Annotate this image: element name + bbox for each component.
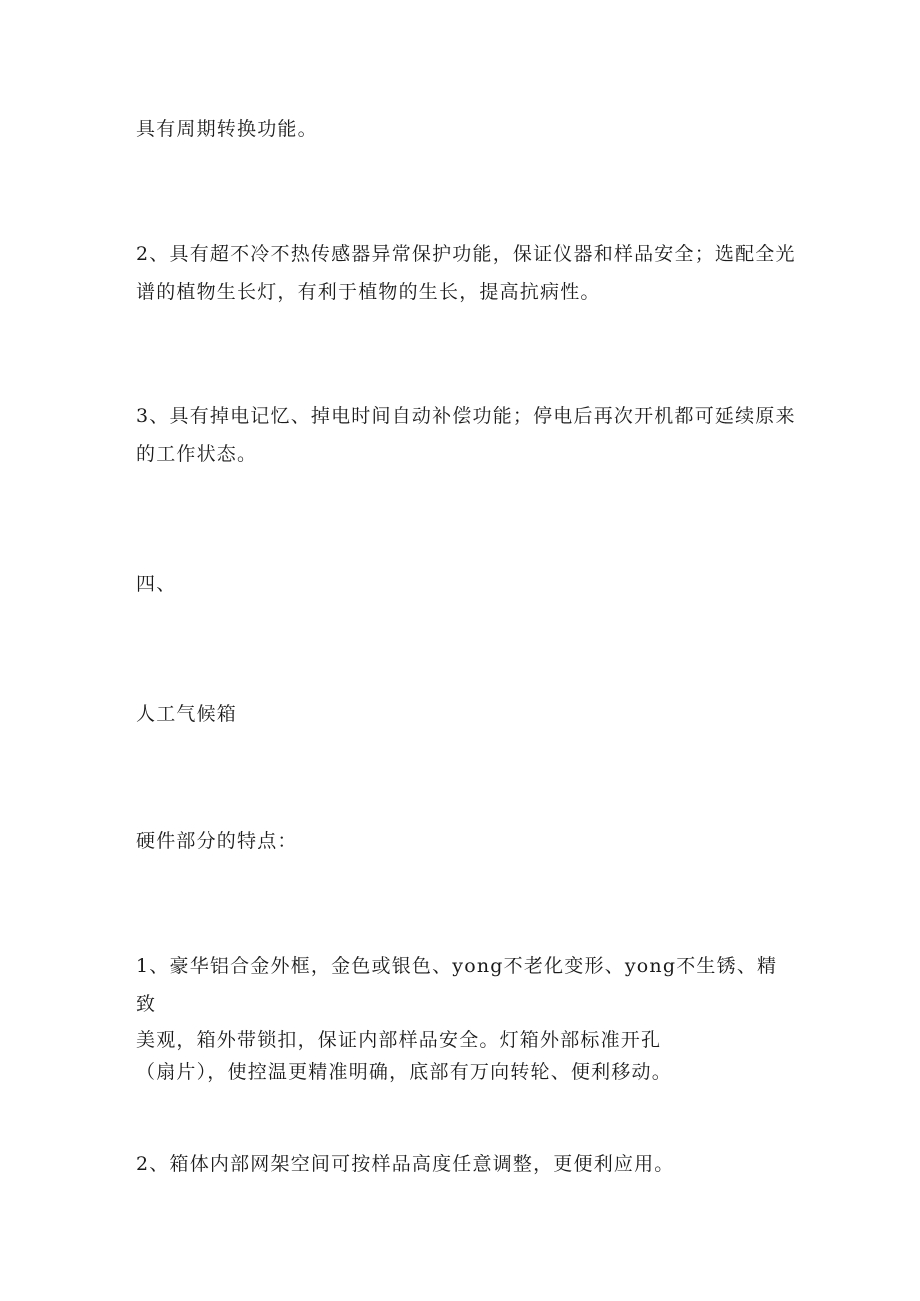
text-line: 的工作状态。 <box>136 443 258 465</box>
text-line: 3、具有掉电记忆、掉电时间自动补偿功能；停电后再次开机都可延续原来 <box>136 405 796 427</box>
text-line: 1、豪华铝合金外框，金色或银色、yong不老化变形、yong不生锈、精致 <box>136 955 778 1015</box>
paragraph-item-2-rack <box>136 1145 796 1183</box>
section-heading-four <box>136 565 796 603</box>
text-line: 2、具有超不冷不热传感器异常保护功能，保证仪器和样品安全；选配全光 <box>136 243 796 265</box>
text-line: （扇片），使控温更精准明确，底部有万向转轮、便利移动。 <box>136 1061 672 1083</box>
subheading-hardware-features <box>136 822 796 860</box>
paragraph-item-3-power-memory <box>136 397 796 473</box>
text-line: 四、 <box>136 573 177 595</box>
text-line: 硬件部分的特点： <box>136 830 298 852</box>
paragraph-item-1-frame <box>136 947 796 1087</box>
text-line: 人工气候箱 <box>136 703 238 725</box>
paragraph-cycle-function <box>136 110 796 148</box>
text-line: 谱的植物生长灯，有利于植物的生长，提高抗病性。 <box>136 281 601 303</box>
section-title-climate-chamber <box>136 695 796 733</box>
text-line: 具有周期转换功能。 <box>136 118 318 140</box>
paragraph-item-2-protection <box>136 235 796 311</box>
text-line: 2、箱体内部网架空间可按样品高度任意调整，更便利应用。 <box>136 1153 675 1175</box>
text-line: 美观，箱外带锁扣，保证内部样品安全。灯箱外部标准开孔 <box>136 1029 662 1051</box>
